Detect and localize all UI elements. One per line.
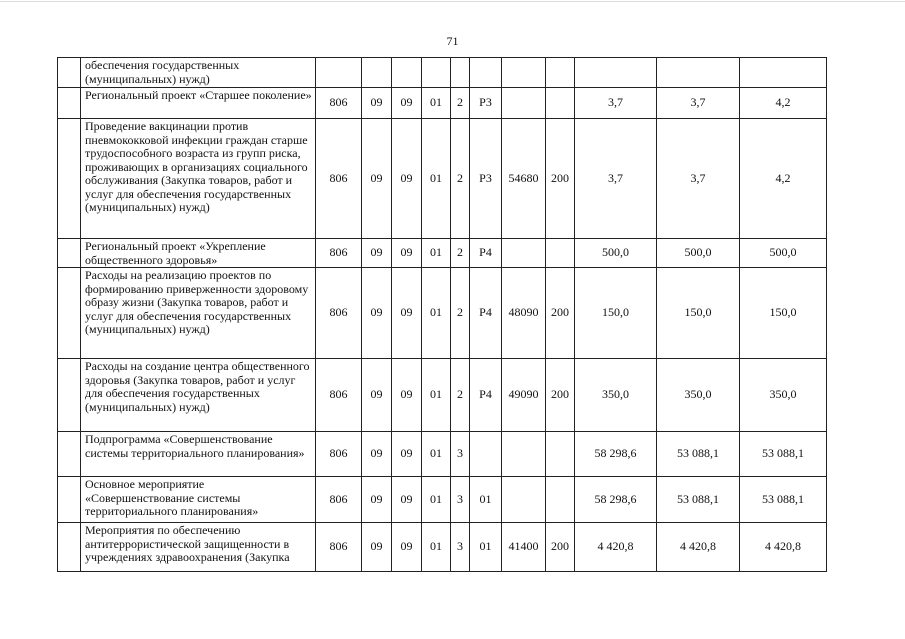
expense-type-code [546, 432, 575, 477]
amount-year-1: 4 420,8 [575, 523, 657, 572]
subprogram-code: 3 [451, 523, 470, 572]
amount-year-2: 53 088,1 [657, 477, 740, 523]
direction-code [502, 477, 546, 523]
grbs-code: 806 [316, 477, 362, 523]
expense-type-code: 200 [546, 119, 575, 239]
amount-year-2: 150,0 [657, 268, 740, 359]
program-code: 01 [422, 119, 451, 239]
table-row [58, 359, 827, 432]
subsection-code: 09 [392, 239, 422, 268]
program-code: 01 [422, 88, 451, 119]
row-number-cell [58, 477, 81, 523]
amount-year-2: 350,0 [657, 359, 740, 432]
expense-type-code [546, 239, 575, 268]
grbs-code: 806 [316, 523, 362, 572]
amount-year-1: 350,0 [575, 359, 657, 432]
subsection-code: 09 [392, 523, 422, 572]
amount-year-3: 4 420,8 [740, 523, 827, 572]
program-code: 01 [422, 477, 451, 523]
event-code: 01 [470, 477, 502, 523]
row-name: Региональный проект «Старшее поколение» [81, 88, 316, 119]
subsection-code: 09 [392, 477, 422, 523]
subsection-code: 09 [392, 119, 422, 239]
direction-code: 41400 [502, 523, 546, 572]
row-number-cell [58, 239, 81, 268]
expense-type-code: 200 [546, 268, 575, 359]
grbs-code: 806 [316, 239, 362, 268]
program-code: 01 [422, 523, 451, 572]
event-code: Р3 [470, 119, 502, 239]
event-code: 01 [470, 523, 502, 572]
grbs-code: 806 [316, 88, 362, 119]
section-code: 09 [362, 432, 392, 477]
section-code [362, 58, 392, 88]
event-code [470, 58, 502, 88]
row-name: Расходы на реализацию проектов по формированию приверженности здоровому образу жизни (Закупка товаров, работ и услуг для обеспечения государственных (муниципальных) нужд) [81, 268, 316, 359]
direction-code [502, 432, 546, 477]
grbs-code: 806 [316, 359, 362, 432]
row-number-cell [58, 432, 81, 477]
amount-year-2 [657, 58, 740, 88]
amount-year-3: 4,2 [740, 88, 827, 119]
direction-code: 49090 [502, 359, 546, 432]
expense-type-code [546, 88, 575, 119]
direction-code: 54680 [502, 119, 546, 239]
subsection-code: 09 [392, 432, 422, 477]
expense-type-code [546, 58, 575, 88]
section-code: 09 [362, 239, 392, 268]
table-row [58, 119, 827, 239]
subprogram-code: 2 [451, 88, 470, 119]
table-body [58, 58, 827, 572]
amount-year-1: 3,7 [575, 119, 657, 239]
program-code: 01 [422, 239, 451, 268]
row-name: Проведение вакцинации против пневмококковой инфекции граждан старше трудоспособного возраста из групп риска, проживающих в организациях социального обслуживания (Закупка товаров, работ и услуг для обеспечения государственных (муниципальных) нужд) [81, 119, 316, 239]
program-code: 01 [422, 359, 451, 432]
row-name: Основное мероприятие «Совершенствование системы территориального планирования» [81, 477, 316, 523]
amount-year-2: 3,7 [657, 119, 740, 239]
expense-type-code: 200 [546, 523, 575, 572]
amount-year-3: 350,0 [740, 359, 827, 432]
section-code: 09 [362, 88, 392, 119]
table-row [58, 88, 827, 119]
event-code: Р4 [470, 239, 502, 268]
amount-year-3: 150,0 [740, 268, 827, 359]
row-name: Расходы на создание центра общественного здоровья (Закупка товаров, работ и услуг для обеспечения государственных (муниципальных) нужд) [81, 359, 316, 432]
event-code: Р4 [470, 359, 502, 432]
subsection-code: 09 [392, 359, 422, 432]
table-row [58, 477, 827, 523]
event-code: Р4 [470, 268, 502, 359]
direction-code [502, 58, 546, 88]
amount-year-2: 4 420,8 [657, 523, 740, 572]
amount-year-3: 4,2 [740, 119, 827, 239]
section-code: 09 [362, 119, 392, 239]
scan-edge-line [0, 1, 905, 2]
subprogram-code: 2 [451, 239, 470, 268]
amount-year-2: 3,7 [657, 88, 740, 119]
amount-year-3: 53 088,1 [740, 477, 827, 523]
grbs-code: 806 [316, 268, 362, 359]
row-number-cell [58, 119, 81, 239]
direction-code: 48090 [502, 268, 546, 359]
row-number-cell [58, 88, 81, 119]
row-number-cell [58, 359, 81, 432]
grbs-code [316, 58, 362, 88]
row-number-cell [58, 523, 81, 572]
row-name: Подпрограмма «Совершенствование системы территориального планирования» [81, 432, 316, 477]
grbs-code: 806 [316, 119, 362, 239]
subprogram-code: 2 [451, 119, 470, 239]
row-number-cell [58, 268, 81, 359]
amount-year-1: 500,0 [575, 239, 657, 268]
row-name: Мероприятия по обеспечению антитеррористической защищенности в учреждениях здравоохранения (Закупка [81, 523, 316, 572]
amount-year-3: 500,0 [740, 239, 827, 268]
grbs-code: 806 [316, 432, 362, 477]
amount-year-1 [575, 58, 657, 88]
page-number: 71 [446, 34, 459, 48]
section-code: 09 [362, 477, 392, 523]
subsection-code [392, 58, 422, 88]
event-code: Р3 [470, 88, 502, 119]
direction-code [502, 239, 546, 268]
amount-year-1: 58 298,6 [575, 477, 657, 523]
program-code: 01 [422, 432, 451, 477]
amount-year-2: 53 088,1 [657, 432, 740, 477]
amount-year-1: 150,0 [575, 268, 657, 359]
program-code [422, 58, 451, 88]
expense-type-code [546, 477, 575, 523]
subprogram-code [451, 58, 470, 88]
event-code [470, 432, 502, 477]
subprogram-code: 2 [451, 268, 470, 359]
row-number-cell [58, 58, 81, 88]
amount-year-3 [740, 58, 827, 88]
subsection-code: 09 [392, 268, 422, 359]
subprogram-code: 3 [451, 432, 470, 477]
direction-code [502, 88, 546, 119]
table-row [58, 432, 827, 477]
section-code: 09 [362, 359, 392, 432]
table-row [58, 58, 827, 88]
subprogram-code: 3 [451, 477, 470, 523]
table-row [58, 523, 827, 572]
row-name: обеспечения государственных (муниципальных) нужд) [81, 58, 316, 88]
table-row [58, 239, 827, 268]
section-code: 09 [362, 268, 392, 359]
section-code: 09 [362, 523, 392, 572]
expense-type-code: 200 [546, 359, 575, 432]
program-code: 01 [422, 268, 451, 359]
row-name: Региональный проект «Укрепление общественного здоровья» [81, 239, 316, 268]
subprogram-code: 2 [451, 359, 470, 432]
budget-table [57, 57, 827, 572]
amount-year-2: 500,0 [657, 239, 740, 268]
subsection-code: 09 [392, 88, 422, 119]
amount-year-3: 53 088,1 [740, 432, 827, 477]
amount-year-1: 58 298,6 [575, 432, 657, 477]
table-row [58, 268, 827, 359]
amount-year-1: 3,7 [575, 88, 657, 119]
